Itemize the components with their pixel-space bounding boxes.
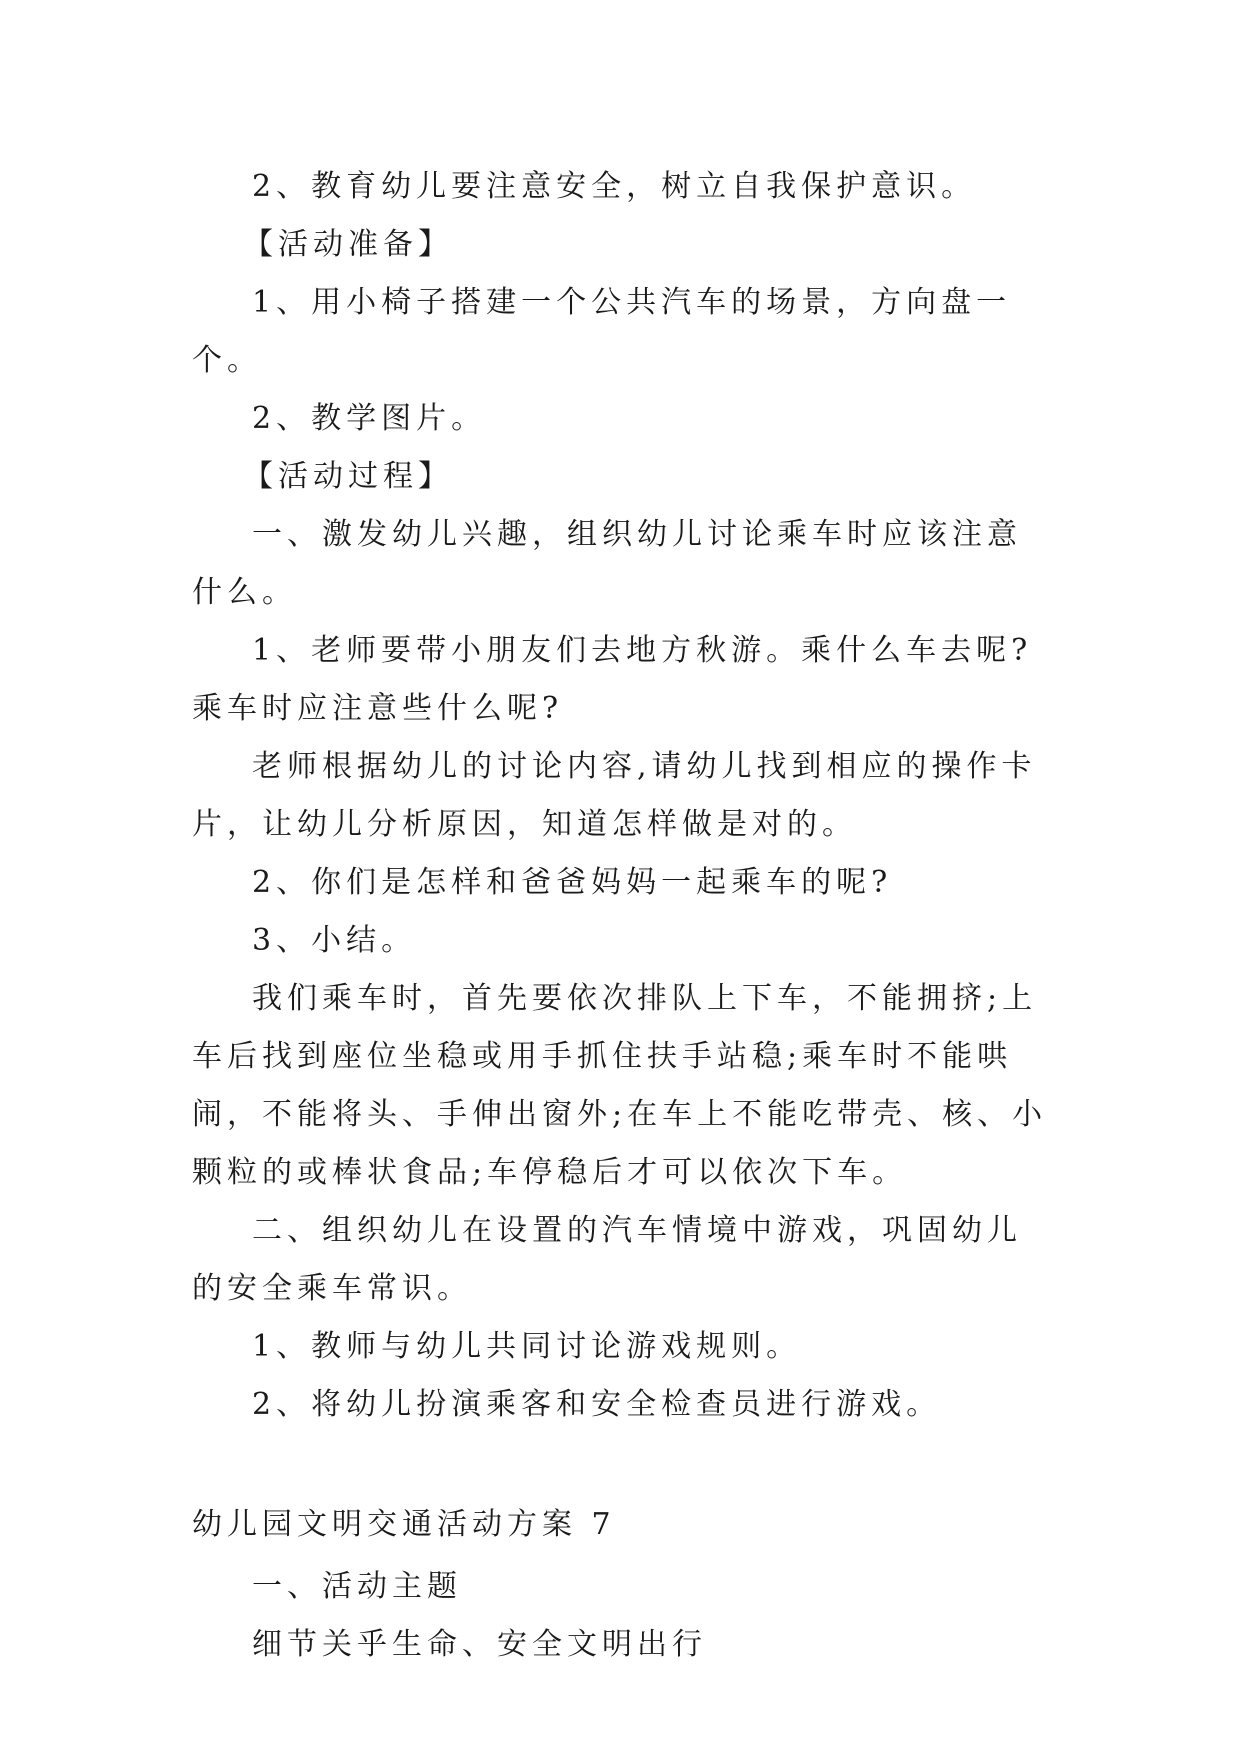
paragraph: 一、激发幼儿兴趣，组织幼儿讨论乘车时应该注意什么。 xyxy=(192,517,1022,610)
paragraph: 一、活动主题 xyxy=(252,1569,462,1604)
section-heading: 【活动过程】 xyxy=(243,459,453,494)
paragraph: 2、将幼儿扮演乘客和安全检查员进行游戏。 xyxy=(252,1387,942,1422)
paragraph: 2、教育幼儿要注意安全，树立自我保护意识。 xyxy=(252,169,977,204)
section-spacer xyxy=(192,1434,1052,1496)
paragraph: 2、你们是怎样和爸爸妈妈一起乘车的呢? xyxy=(252,865,893,900)
paragraph: 我们乘车时，首先要依次排队上下车，不能拥挤;上车后找到座位坐稳或用手抓住扶手站稳;乘车时不能哄闹，不能将头、手伸出窗外;在车上不能吃带壳、核、小颗粒的或棒状食品;车停稳后才可以依次下车。 xyxy=(192,981,1048,1190)
paragraph: 2、教学图片。 xyxy=(252,401,487,436)
section-heading: 【活动准备】 xyxy=(243,227,453,262)
paragraph: 老师根据幼儿的讨论内容,请幼儿找到相应的操作卡片，让幼儿分析原因，知道怎样做是对的。 xyxy=(192,749,1037,842)
paragraph: 细节关乎生命、安全文明出行 xyxy=(252,1627,707,1662)
paragraph: 1、用小椅子搭建一个公共汽车的场景，方向盘一个。 xyxy=(192,285,1012,378)
paragraph: 1、教师与幼儿共同讨论游戏规则。 xyxy=(252,1329,802,1364)
paragraph: 二、组织幼儿在设置的汽车情境中游戏，巩固幼儿的安全乘车常识。 xyxy=(192,1213,1022,1306)
paragraph: 1、老师要带小朋友们去地方秋游。乘什么车去呢?乘车时应注意些什么呢? xyxy=(192,633,1033,726)
document-body xyxy=(192,158,1052,1674)
section-title: 幼儿园文明交通活动方案 7 xyxy=(192,1507,616,1542)
paragraph: 3、小结。 xyxy=(252,923,417,958)
